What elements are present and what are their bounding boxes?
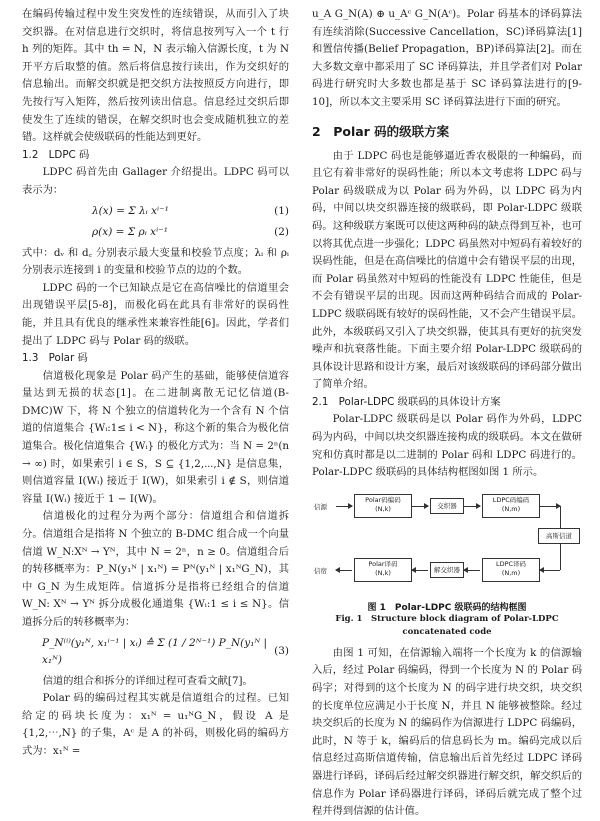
section-heading-ldpc: 1.2 LDPC 码 bbox=[22, 148, 90, 161]
figure-caption-en-line1: Fig. 1 Structure block diagram of Polar-LDPC bbox=[335, 613, 559, 624]
paragraph-concatenation-scheme: 由于 LDPC 码也是能够逼近香农极限的一种编码，而且它有着非常好的误码性能；所以本文考虑将 LDPC 码与 Polar 码级联成为以 Polar 码为外码，以 LDPC 码为内码，中间以块交织器连接的级联码，即 Polar-LDPC 级联码。这种级联方案既可以使这两种码的缺点得到互补，也可以将其优点进一步强化；LDPC 码虽然对中短码有着较好的误码性能，但是在高信噪比的信道中会有错误平层的出现，而 Polar 码虽然对中短码的性能没有 LDPC 性能佳，但是不会有错误平层的出现。因而这两种码结合而成的 Polar-LDPC 级联码既有较好的误码性能，又不会产生错误平层。此外，本级联码又引入了块交织器，使其具有更好的抗突发噪声和抗衰落性能。下面主要介绍 Polar-LDPC 级联码的具体设计思路和设计方案，最后对该级联码的译码部分做出了简单介绍。 bbox=[312, 149, 583, 391]
structure-diagram bbox=[312, 488, 582, 598]
diagram-arrow bbox=[336, 506, 352, 507]
equation-2-number: (2) bbox=[274, 225, 289, 238]
equation-2-expr: ρ(x) = Σ ρᵢ xⁱ⁻¹ bbox=[92, 225, 168, 238]
equation-1-expr: λ(x) = Σ λᵢ xⁱ⁻¹ bbox=[92, 204, 169, 217]
equation-1-number: (1) bbox=[274, 204, 289, 217]
polar-encoder-params: (N,k) bbox=[375, 504, 391, 513]
diagram-arrow bbox=[412, 570, 428, 571]
figure-caption-cn: 图 1 Polar-LDPC 级联码的结构框图 bbox=[367, 602, 527, 613]
section-heading-polar: 1.3 Polar 码 bbox=[22, 352, 88, 365]
paragraph-interleaver: 在编码传输过程中发生突发性的连续错误，从而引入了块交织器。在对信息进行交织时，将信息按列写入一个 t 行 h 列的矩阵。其中 th = N，N 表示输入信源长度，t 为 N 开平方后取整的值。然后将信息按行读出，作为交织好的信息输出。而解交织就是把交织方法按照反方向进行，即先按行写入矩阵，然后按列读出信息。信息经过交织后即使发生了连续的错误，在解交织时也会变成随机独立的差错。这样就会使级联码的性能达到更好。 bbox=[22, 8, 289, 144]
polar-decoder-params: (N,k) bbox=[375, 568, 391, 577]
polar-decoder-label: Polar译码 bbox=[368, 559, 398, 568]
equation-3-expr: P_N⁽ⁱ⁾(y₁ᴺ, x₁ⁱ⁻¹ | xᵢ) ≙ Σ (1 / 2ᴺ⁻¹) P_N(y₁ᴺ | x₁ᴺ) bbox=[42, 636, 268, 666]
diagram-polar-decoder bbox=[354, 558, 412, 582]
diagram-arrow bbox=[336, 570, 352, 571]
right-column bbox=[312, 6, 582, 821]
figure-caption-en-line2: concatenated code bbox=[402, 626, 492, 637]
ldpc-encoder-params: (N,m) bbox=[501, 504, 521, 513]
ldpc-encoder-label: LDPC码编码 bbox=[492, 495, 530, 504]
paragraph-structure-intro: Polar-LDPC 级联码是以 Polar 码作为外码，LDPC 码为内码，中间以块交织器连接构成的级联码。本文在做研究和仿真时都是以二进制的 Polar 码和 LDPC 码进行的。Polar-LDPC 级联码的具体结构框图如图 1 所示。 bbox=[312, 413, 582, 479]
ldpc-decoder-params: (N,m) bbox=[501, 568, 521, 577]
diagram-arrow bbox=[540, 506, 560, 507]
diagram-arrow bbox=[412, 506, 428, 507]
paragraph-ldpc-drawback: LDPC 码的一个已知缺点是它在高信噪比的信道里会出现错误平层[5-8]，而极化码在此具有非常好的误码性能，并且具有优良的继承性来兼容性能[6]。因此，学者们提出了 LDPC 码与 Polar 码的级联。 bbox=[22, 281, 289, 347]
paragraph-degree-def: 式中：dᵥ 和 d꜀ 分别表示最大变量和校验节点度；λᵢ 和 ρᵢ 分别表示连接到 i 的变量和校验节点的边的个数。 bbox=[22, 246, 289, 277]
diagram-polar-encoder bbox=[354, 494, 412, 518]
diagram-ldpc-encoder bbox=[482, 494, 540, 518]
diagram-arrow bbox=[540, 570, 560, 571]
diagram-connector bbox=[560, 544, 561, 570]
diagram-channel: 高斯信道 bbox=[538, 528, 580, 544]
diagram-ldpc-decoder bbox=[482, 558, 540, 582]
diagram-source-label: 信源 bbox=[314, 502, 327, 511]
subsection-heading-2-1: 2.1 Polar-LDPC 级联码的具体设计方案 bbox=[312, 395, 501, 408]
diagram-arrow bbox=[464, 506, 480, 507]
diagram-arrow bbox=[464, 570, 480, 571]
paragraph-structure-explanation: 由图 1 可知，在信源输入端将一个长度为 k 的信源输入后，经过 Polar 码编码，得到一个长度为 N 的 Polar 码码字；对得到的这个长度为 N 的码字进行块交织，块交织的长度单位应满足小于长度 N，并且 N 能够被整除。经过块交织后的长度为 N 的编码作为信源进行 LDPC 码编码，此时，N 等于 k，编码后的信息码长为 m。编码完成以后信息经过高斯信道传输，信息输出后首先经过 LDPC 译码器进行译码，译码后经过解交织器进行解交织，解交织后的信息作为 Polar 译码器进行译码，译码后就完成了整个过程并得到信源的估计值。 bbox=[312, 646, 582, 818]
left-column bbox=[22, 6, 289, 761]
paragraph-decoding-algorithms: u_A G_N(A) ⊕ u_Aᶜ G_N(Aᶜ)。Polar 码基本的译码算法有连续消除(Successive Cancellation，SC)译码算法[1]和置信传播(Belief Propagation，BP)译码算法[2]。而在大多数文章中都采用了 SC 译码算法，并且学者们对 Polar 码进行研究时大多数也都是基于 SC 译码算法进行的[9-10]，所以本文主要采用 SC 译码算法进行下面的研究。 bbox=[312, 8, 582, 108]
ldpc-decoder-label: LDPC译码 bbox=[495, 559, 527, 568]
equation-1 bbox=[22, 203, 289, 220]
equation-3-number: (3) bbox=[274, 645, 289, 658]
section-heading-2: 2 Polar 码的级联方案 bbox=[312, 123, 450, 139]
diagram-sink-label: 信宿 bbox=[314, 566, 327, 575]
diagram-connector bbox=[560, 506, 561, 528]
paragraph-polar-encoding: Polar 码的编码过程其实就是信道组合的过程。已知给定的码块长度为：x₁ᴺ = u₁ᴺG_N，假设 A 是 {1,2,⋯,N} 的子集，Aᶜ 是 A 的补码，则极化码的编码方式为：x₁ᴺ = bbox=[22, 692, 289, 757]
paragraph-reference: 信道的组合和拆分的详细过程可查看文献[7]。 bbox=[42, 674, 253, 687]
equation-3 bbox=[22, 635, 289, 669]
diagram-deinterleaver: 解交织器 bbox=[430, 562, 464, 578]
paragraph-ldpc-intro: LDPC 码首先由 Gallager 介绍提出。LDPC 码可以表示为： bbox=[22, 166, 289, 196]
figure-caption-en bbox=[312, 613, 582, 639]
diagram-interleaver: 交织器 bbox=[430, 498, 464, 514]
equation-2 bbox=[22, 224, 289, 241]
polar-encoder-label: Polar码编码 bbox=[365, 495, 401, 504]
paragraph-combine-split: 信道极化的过程分为两个部分：信道组合和信道拆分。信道组合是指将 N 个独立的 B-DMC 组合成一个向量信道 W_N:Xᴺ → Yᴺ，其中 N = 2ⁿ，n ≥ 0。信道组合后的转移概率为：P_N(y₁ᴺ | x₁ᴺ) = Pᴺ(y₁ᴺ | x₁ᴺG_N)，其中 G_N 为生成矩阵。信道拆分是指将已经组合的信道 W_N: Xᴺ → Yᴺ 拆分成极化通道集 {Wᵢ:1 ≤ i ≤ N}。信道拆分后的转移概率为： bbox=[22, 510, 289, 628]
paragraph-channel-polarization: 信道极化现象是 Polar 码产生的基础，能够使信道容量达到无损的状态[1]。在二进制离散无记忆信道(B-DMC)W 下，将 N 个独立的信道转化为一个含有 N 个信道的信道集合 {Wᵢ:1≤ i < N}，称这个新的集合为极化信道集合。极化信道集合 {Wᵢ} 的极化方式为：当 N = 2ⁿ(n → ∞) 时，如果索引 i ∈ S，S ⊆ {1,2,⋯,N} 是信息集，则信道容量 I(Wᵢ) 接近于 I(W)，如果索引 i ∉ S，则信道容量 I(Wᵢ) 接近于 1 − I(W)。 bbox=[22, 369, 289, 505]
